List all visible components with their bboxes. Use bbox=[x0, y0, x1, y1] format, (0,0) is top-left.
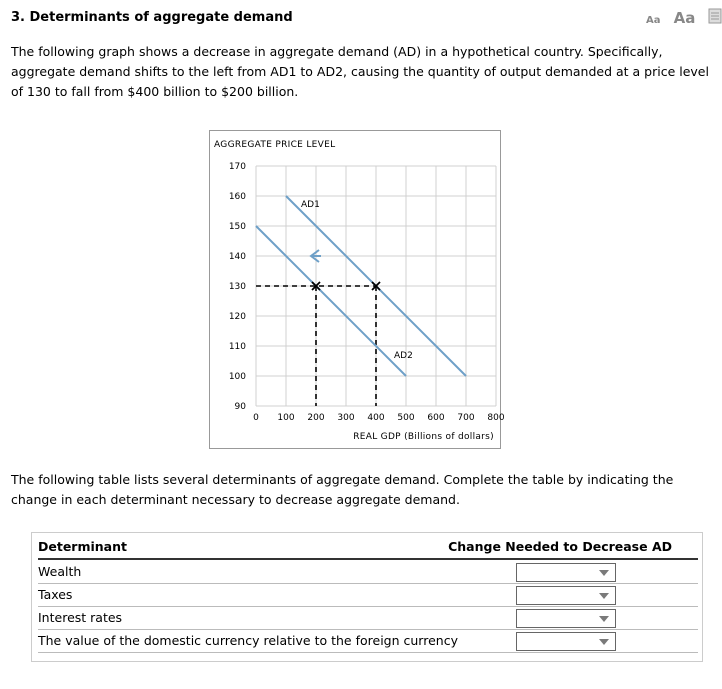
row-label: Taxes bbox=[38, 587, 73, 602]
question-title: 3. Determinants of aggregate demand bbox=[11, 10, 293, 25]
x-tick-label: 500 bbox=[397, 413, 415, 423]
print-icon[interactable] bbox=[708, 8, 722, 24]
y-tick-label: 110 bbox=[228, 342, 246, 352]
col-header-change: Change Needed to Decrease AD bbox=[448, 539, 672, 554]
x-tick-label: 700 bbox=[457, 413, 475, 423]
y-axis-label: AGGREGATE PRICE LEVEL bbox=[214, 140, 336, 150]
y-tick-label: 130 bbox=[228, 282, 246, 292]
x-tick-label: 0 bbox=[253, 413, 259, 423]
instructions-paragraph: The following table lists several determinants of aggregate demand. Complete the table by indicating the change in each determinant necessary to decrease aggregate demand. bbox=[11, 472, 674, 507]
row-label: Wealth bbox=[38, 564, 82, 579]
row-label: The value of the domestic currency relative to the foreign currency bbox=[38, 633, 458, 648]
x-tick-label: 300 bbox=[337, 413, 355, 423]
series-label-ad1: AD1 bbox=[301, 200, 320, 210]
ad-graph bbox=[209, 130, 505, 449]
y-tick-label: 170 bbox=[228, 162, 246, 172]
determinants-table bbox=[31, 532, 703, 662]
intro-paragraph: The following graph shows a decrease in aggregate demand (AD) in a hypothetical country. Specifically, aggregate demand shifts to the left from AD1 to AD2, causing the quantity of output demanded at a price level of 130 to fall from $400 billion to $200 billion. bbox=[11, 44, 709, 99]
table-header bbox=[38, 539, 698, 560]
series-line-ad2 bbox=[256, 226, 406, 376]
y-tick-label: 120 bbox=[228, 312, 246, 322]
change-dropdown[interactable] bbox=[516, 586, 616, 605]
y-tick-label: 90 bbox=[234, 402, 246, 412]
dropdown-arrow-icon bbox=[599, 639, 609, 645]
table-row bbox=[38, 630, 698, 653]
series-label-ad2: AD2 bbox=[394, 351, 413, 361]
text-size-controls bbox=[646, 8, 695, 27]
x-tick-label: 600 bbox=[427, 413, 445, 423]
ad-chart-svg bbox=[210, 131, 505, 448]
table-row bbox=[38, 607, 698, 630]
row-label: Interest rates bbox=[38, 610, 123, 625]
text-size-small-button[interactable]: Aa bbox=[646, 15, 661, 26]
text-size-large-button[interactable]: Aa bbox=[673, 9, 696, 27]
dropdown-arrow-icon bbox=[599, 593, 609, 599]
y-tick-label: 140 bbox=[228, 252, 246, 262]
table-row bbox=[38, 561, 698, 584]
change-dropdown[interactable] bbox=[516, 563, 616, 582]
x-axis-label: REAL GDP (Billions of dollars) bbox=[353, 432, 494, 442]
dropdown-arrow-icon bbox=[599, 616, 609, 622]
dropdown-arrow-icon bbox=[599, 570, 609, 576]
x-tick-label: 200 bbox=[307, 413, 325, 423]
y-tick-label: 100 bbox=[228, 372, 246, 382]
y-tick-label: 150 bbox=[228, 222, 246, 232]
y-tick-label: 160 bbox=[228, 192, 246, 202]
table-row bbox=[38, 584, 698, 607]
change-dropdown[interactable] bbox=[516, 632, 616, 651]
col-header-determinant: Determinant bbox=[38, 539, 127, 554]
x-tick-label: 100 bbox=[277, 413, 295, 423]
x-tick-label: 400 bbox=[367, 413, 385, 423]
change-dropdown[interactable] bbox=[516, 609, 616, 628]
x-tick-label: 800 bbox=[487, 413, 505, 423]
